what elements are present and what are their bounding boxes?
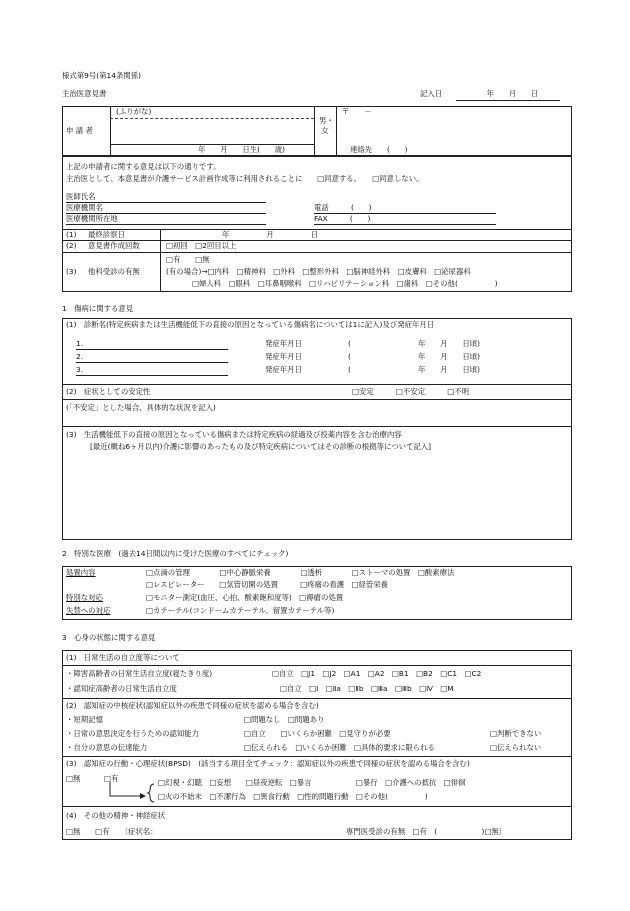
core-symptoms-title: (2) 認知症の中核症状(認知症以外の疾患で同様の症状を認める場合を含む) bbox=[66, 701, 319, 710]
row-num: (3) bbox=[66, 267, 77, 276]
short-memory-options[interactable]: □問題なし □問題あり bbox=[244, 715, 325, 724]
bpsd-none[interactable]: □無 bbox=[66, 774, 81, 783]
diagnosis-2-num: 2. bbox=[76, 352, 84, 361]
communication-label: ・自分の意思の伝達能力 bbox=[66, 743, 148, 752]
fax-field[interactable]: FAX ( ) bbox=[314, 214, 371, 223]
divider bbox=[110, 106, 111, 156]
communication-options[interactable]: □伝えられる □いくらか困難 □具体的要求に限られる bbox=[244, 743, 435, 752]
instability-note[interactable]: (「不安定」とした場合、具体的な状況を記入) bbox=[66, 403, 216, 412]
incontinence-options[interactable]: □カテーテル(コンドームカテーテル、留置カテーテル等) bbox=[146, 606, 335, 615]
last-exam-label: 最終診察日 bbox=[88, 230, 125, 239]
onset-date-3[interactable]: 年 月 日頃) bbox=[418, 365, 481, 374]
treatment-question: (3) 生活機能低下の直接の原因となっている傷病または特定疾病の経過及び投薬内容を含む治療内容 bbox=[66, 430, 402, 439]
diagnosis-question: (1) 診断名(特定疾病または生活機能低下の直接の原因となっている傷病名については1に記入)及び発症年月日 bbox=[66, 320, 435, 329]
treatment-options-1[interactable]: □点滴の管理 □中心静脈栄養 □透析 □ストーマの処置 □酸素療法 bbox=[146, 568, 455, 577]
tel-field[interactable]: 電話 ( ) bbox=[314, 203, 372, 212]
divider bbox=[62, 252, 572, 253]
divider bbox=[160, 229, 161, 292]
section-1-box bbox=[62, 318, 572, 540]
decision-label: ・日常の意思決定を行うための認知能力 bbox=[66, 729, 200, 738]
opinion-line1: 上記の申請者に関する意見は以下の通りです。 bbox=[66, 162, 221, 171]
other-dept-yes-no[interactable]: □有 □無 bbox=[166, 255, 210, 264]
other-dept-list-1[interactable]: (有の場合)→□内科 □精神科 □外科 □整形外科 □脳神経外科 □皮膚科 □泌尿器科 bbox=[166, 267, 471, 276]
divider bbox=[62, 665, 572, 666]
decision-extra[interactable]: □判断できない bbox=[490, 729, 542, 738]
report-count-label: 意見書作成回数 bbox=[88, 241, 140, 250]
stability-question: (2) 症状としての安定性 bbox=[66, 387, 151, 396]
stability-options[interactable]: □安定 □不安定 □不明 bbox=[352, 387, 470, 396]
bpsd-options-1[interactable]: □幻視・幻聴 □妄想 □昼夜逆転 □暴言 □暴行 □介護への抵抗 □徘徊 bbox=[158, 778, 466, 787]
other-dept-label: 他科受診の有無 bbox=[88, 267, 140, 276]
bedridden-options[interactable]: □自立 □J1 □J2 □A1 □A2 □B1 □B2 □C1 □C2 bbox=[272, 669, 482, 678]
divider bbox=[314, 106, 315, 156]
treatment-subnote: [最近(概ね6ヶ月以内)介護に影響のあったもの及び特定疾病についてはその診断の根拠等について記入] bbox=[90, 442, 432, 451]
diagnosis-1-num: 1. bbox=[76, 339, 84, 348]
contact-phone[interactable]: 連絡先 ( ) bbox=[350, 145, 408, 154]
other-dept-list-2[interactable]: □婦人科 □眼科 □耳鼻咽喉科 □リハビリテーション科 □歯科 □その他( ) bbox=[192, 279, 498, 288]
short-memory-label: ・短期記憶 bbox=[66, 715, 103, 724]
decision-options[interactable]: □自立 □いくらか困難 □見守りが必要 bbox=[244, 729, 391, 738]
postal-code[interactable]: 〒 － bbox=[342, 107, 372, 116]
bpsd-options-2[interactable]: □火の不始末 □不潔行為 □異食行動 □性的問題行動 □その他( ) bbox=[158, 792, 428, 801]
applicant-label: 申 請 者 bbox=[66, 126, 93, 135]
row-num: (2) bbox=[66, 241, 77, 250]
paren: ( bbox=[348, 352, 351, 361]
bpsd-arrow-icon bbox=[108, 782, 158, 804]
sex-select[interactable]: 男・女 bbox=[319, 116, 334, 135]
diagnosis-3-line[interactable] bbox=[76, 375, 228, 376]
address-label: 医療機関所在地 bbox=[66, 214, 118, 223]
form-title: 主治医意見書 bbox=[62, 89, 107, 98]
communication-extra[interactable]: □伝えられない bbox=[490, 743, 542, 752]
special-care-options[interactable]: □モニター測定(血圧、心拍、酸素飽和度等) □褥瘡の処置 bbox=[146, 593, 344, 602]
specialist-visit[interactable]: 専門医受診の有無 □有 ( )□無〕 bbox=[346, 827, 507, 836]
treatment-options-2[interactable]: □レスピレーター □気管切開の処置 □疼痛の看護 □経管栄養 bbox=[146, 580, 389, 589]
row-num: (1) bbox=[66, 230, 77, 239]
special-care-label: 特別な対応 bbox=[66, 593, 103, 602]
onset-label: 発症年月日 bbox=[265, 352, 302, 361]
onset-date-2[interactable]: 年 月 日頃) bbox=[418, 352, 481, 361]
form-code: 様式第9号(第14条関係) bbox=[62, 71, 141, 80]
divider bbox=[62, 426, 572, 427]
divider bbox=[62, 756, 572, 757]
dementia-level-options[interactable]: □自立 □Ⅰ □Ⅱa □Ⅱb □Ⅲa □Ⅲb □Ⅳ □M bbox=[280, 684, 454, 693]
divider bbox=[62, 399, 572, 400]
furigana-label: (ふりがな) bbox=[116, 107, 152, 116]
paren: ( bbox=[348, 365, 351, 374]
onset-label: 発症年月日 bbox=[265, 365, 302, 374]
divider bbox=[62, 806, 572, 807]
underline bbox=[314, 224, 496, 225]
divider bbox=[62, 698, 572, 699]
incontinence-label: 失禁への対応 bbox=[66, 606, 111, 615]
bpsd-title: (3) 認知症の行動・心理症状(BPSD) (該当する項目全てチェック：認知症以外の疾患で同様の症状を認める場合を含む) bbox=[66, 759, 470, 768]
divider bbox=[62, 384, 572, 385]
other-neuro-title: (4) その他の精神・神経症状 bbox=[66, 811, 166, 820]
onset-label: 発症年月日 bbox=[265, 339, 302, 348]
bedridden-label: ・障害高齢者の日常生活自立度(寝たきり度) bbox=[66, 669, 213, 678]
other-neuro-options[interactable]: □無 □有 〔症状名： bbox=[66, 827, 158, 836]
dementia-level-label: ・認知症高齢者の日常生活自立度 bbox=[66, 684, 177, 693]
independence-title: (1) 日常生活の自立度等について bbox=[66, 653, 180, 662]
date-of-birth[interactable]: 年 月 日生( 歳) bbox=[198, 145, 286, 154]
furigana-divider bbox=[110, 118, 314, 119]
record-date-underline bbox=[456, 100, 560, 101]
paren: ( bbox=[348, 339, 351, 348]
divider bbox=[336, 106, 337, 156]
onset-date-1[interactable]: 年 月 日頃) bbox=[418, 339, 481, 348]
record-date[interactable]: 記入日 年 月 日 bbox=[420, 89, 539, 98]
bpsd-yes[interactable]: □有 bbox=[104, 774, 119, 783]
underline bbox=[66, 224, 266, 225]
section-2-title: 2 特別な医療 (過去14日間以内に受けた医療のすべてにチェック) bbox=[62, 549, 289, 558]
doctor-name-label: 医師氏名 bbox=[66, 192, 96, 201]
treatment-label: 処置内容 bbox=[66, 568, 96, 577]
diagnosis-1-line[interactable] bbox=[76, 349, 228, 350]
diagnosis-2-line[interactable] bbox=[76, 362, 228, 363]
institution-label: 医療機関名 bbox=[66, 203, 103, 212]
report-count-options[interactable]: □初回 □2回目以上 bbox=[166, 241, 237, 250]
section-3-title: 3 心身の状態に関する意見 bbox=[62, 633, 156, 642]
diagnosis-3-num: 3. bbox=[76, 365, 84, 374]
opinion-line2[interactable]: 主治医として、本意見書が介護サービス計画作成等に利用されることに □同意する。 □同意しない。 bbox=[66, 174, 424, 183]
section-1-title: 1 傷病に関する意見 bbox=[62, 304, 134, 313]
last-exam-date[interactable]: 年 月 日 bbox=[222, 230, 319, 239]
